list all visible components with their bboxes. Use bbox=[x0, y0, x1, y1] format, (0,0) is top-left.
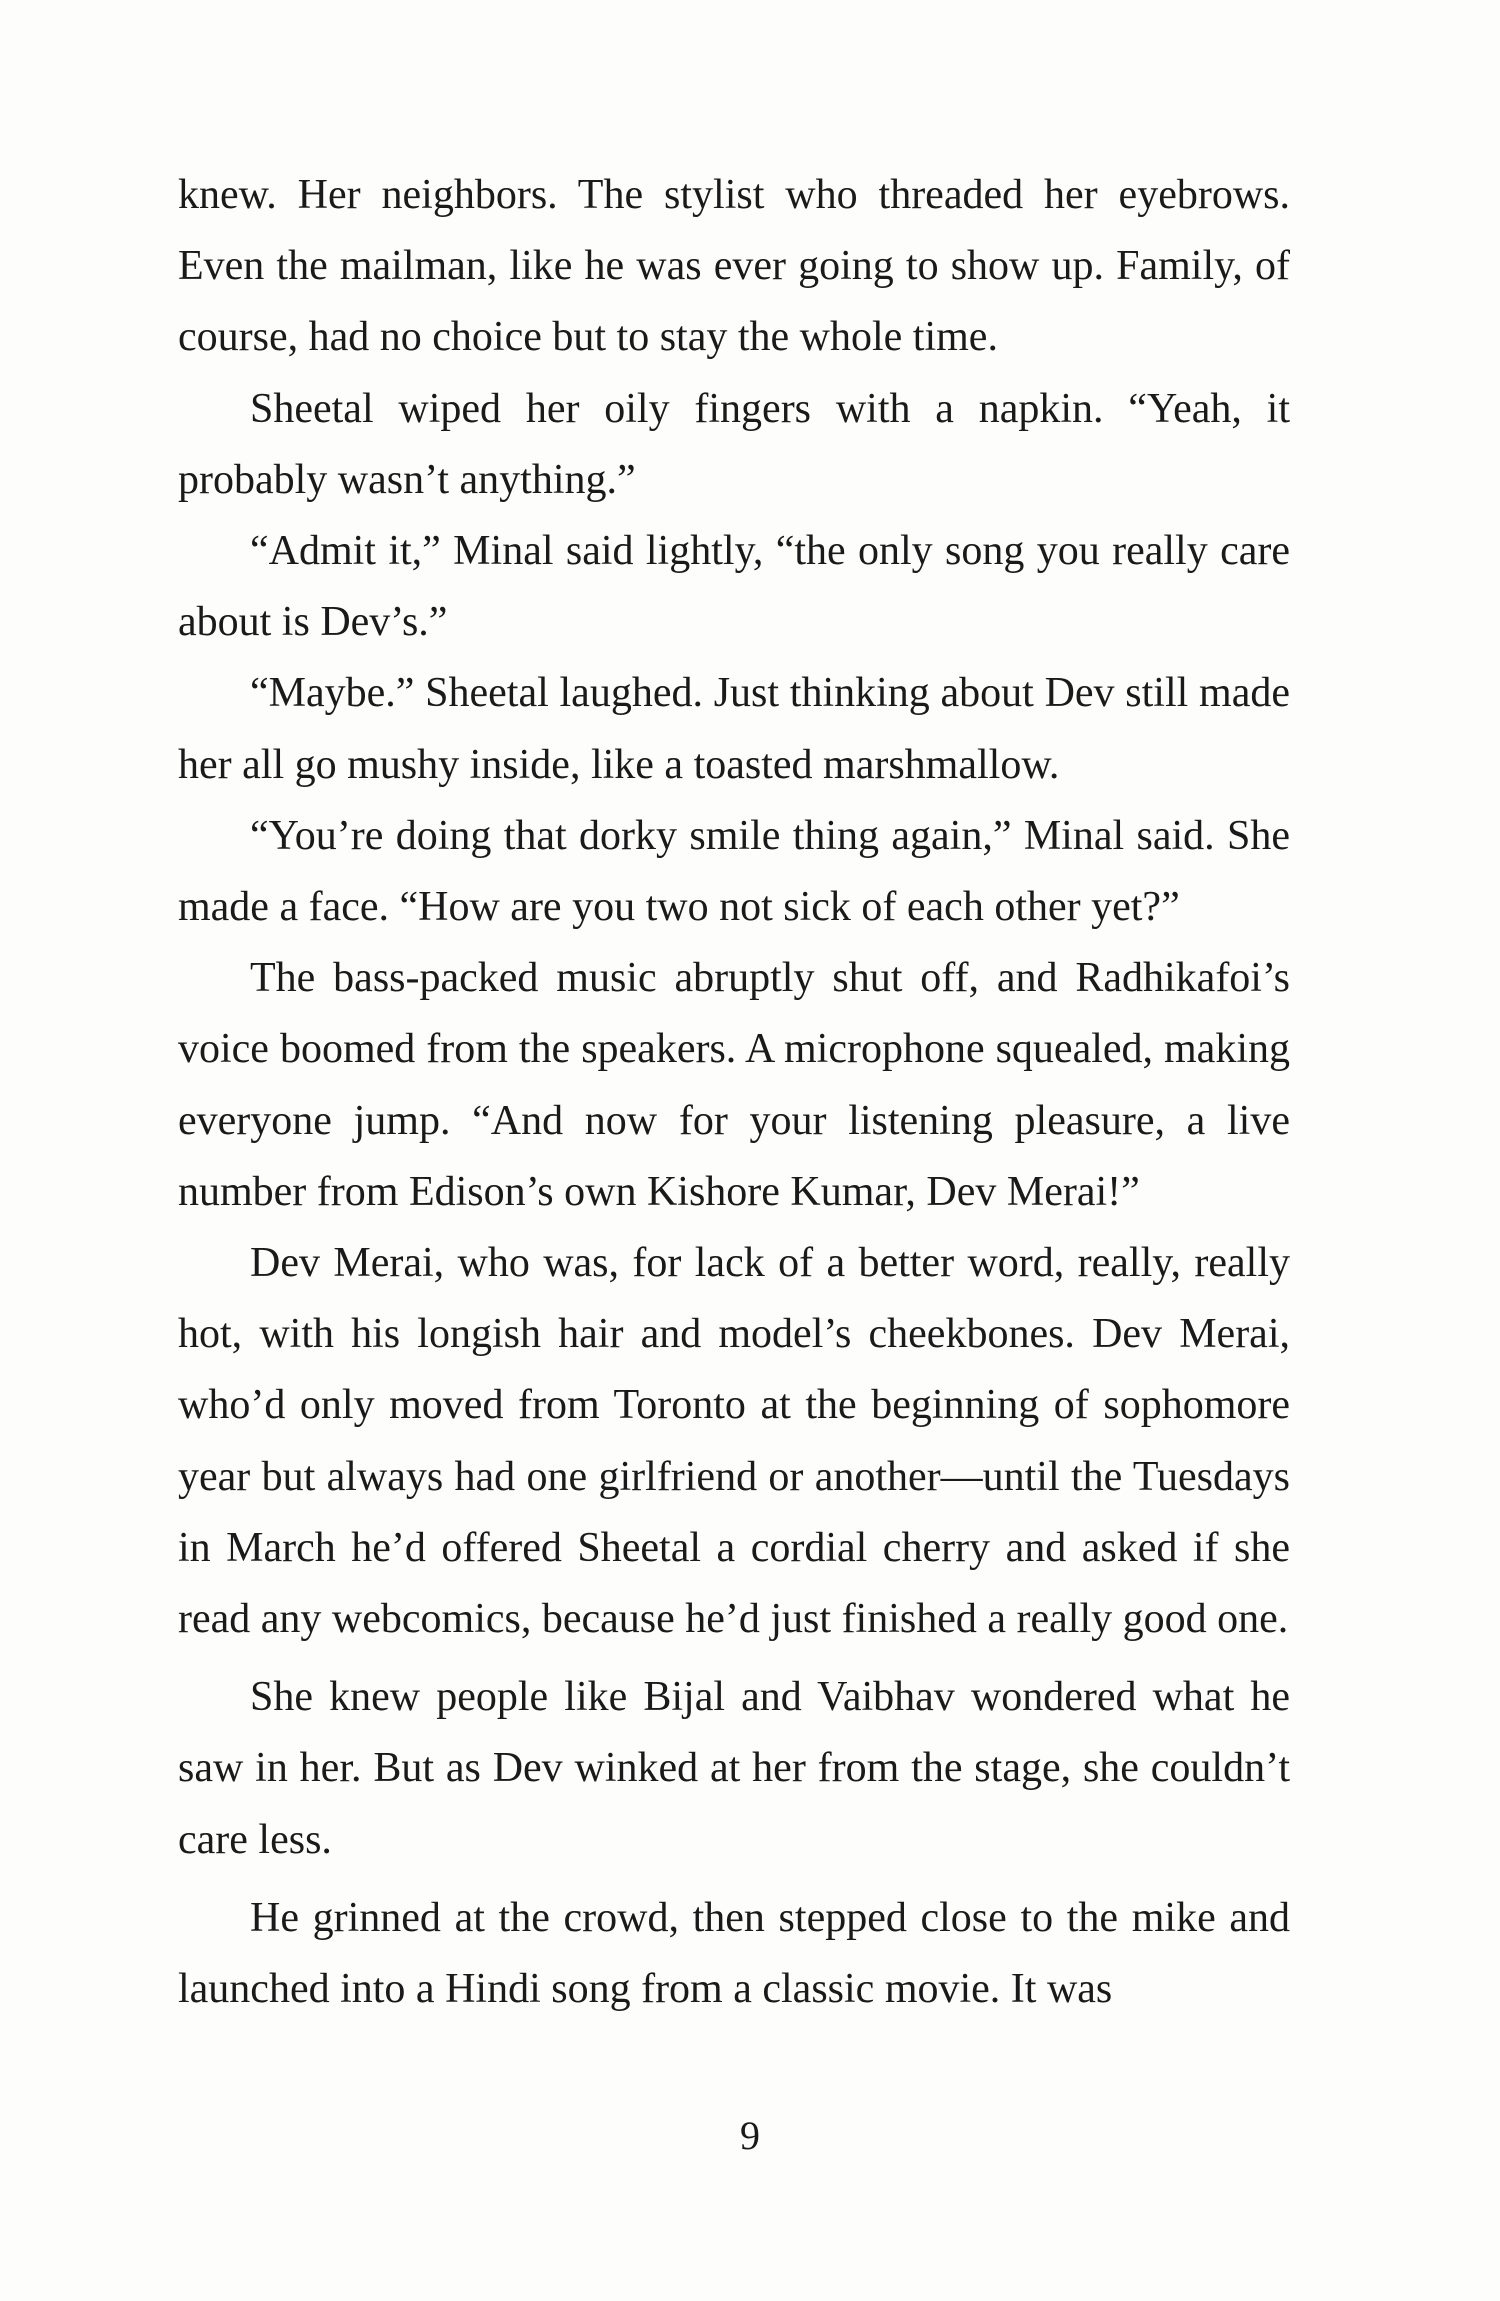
paragraph: “Maybe.” Sheetal laughed. Just thinking about Dev still made her all go mushy inside, like a toasted marshmallow. bbox=[178, 670, 1290, 788]
paragraph: Dev Merai, who was, for lack of a better word, really, really hot, with his longish hair and model’s cheekbones. Dev Merai, who’d only moved from Toronto at the beginning of sophomore year but always had one girlfriend or another—until the Tuesdays in March he’d offered Sheetal a cordial cherry and asked if she read any webcomics, because he’d just finished a really good one. bbox=[178, 1240, 1290, 1643]
paragraph: She knew people like Bijal and Vaibhav wondered what he saw in her. But as Dev winked at her from the stage, she couldn’t care less. bbox=[178, 1674, 1290, 1863]
paragraph: knew. Her neighbors. The stylist who threaded her eyebrows. Even the mailman, like he was ever going to show up. Family, of course, had no choice but to stay the whole time. bbox=[178, 172, 1290, 361]
paragraph: He grinned at the crowd, then stepped close to the mike and launched into a Hindi song from a classic movie. It was bbox=[178, 1894, 1290, 2013]
page-number: 9 bbox=[740, 2113, 760, 2158]
paragraph: Sheetal wiped her oily fingers with a napkin. “Yeah, it probably wasn’t anything.” bbox=[178, 385, 1290, 503]
paragraph: “Admit it,” Minal said lightly, “the only song you really care about is Dev’s.” bbox=[178, 528, 1290, 646]
body-text bbox=[178, 160, 1290, 2025]
paragraph: The bass-packed music abruptly shut off, and Radhikafoi’s voice boomed from the speakers. A microphone squealed, making everyone jump. “And now for your listening pleasure, a live number from Edison’s own Kishore Kumar, Dev Merai!” bbox=[178, 955, 1290, 1215]
paragraph: “You’re doing that dorky smile thing again,” Minal said. She made a face. “How are you two not sick of each other yet?” bbox=[178, 812, 1290, 931]
